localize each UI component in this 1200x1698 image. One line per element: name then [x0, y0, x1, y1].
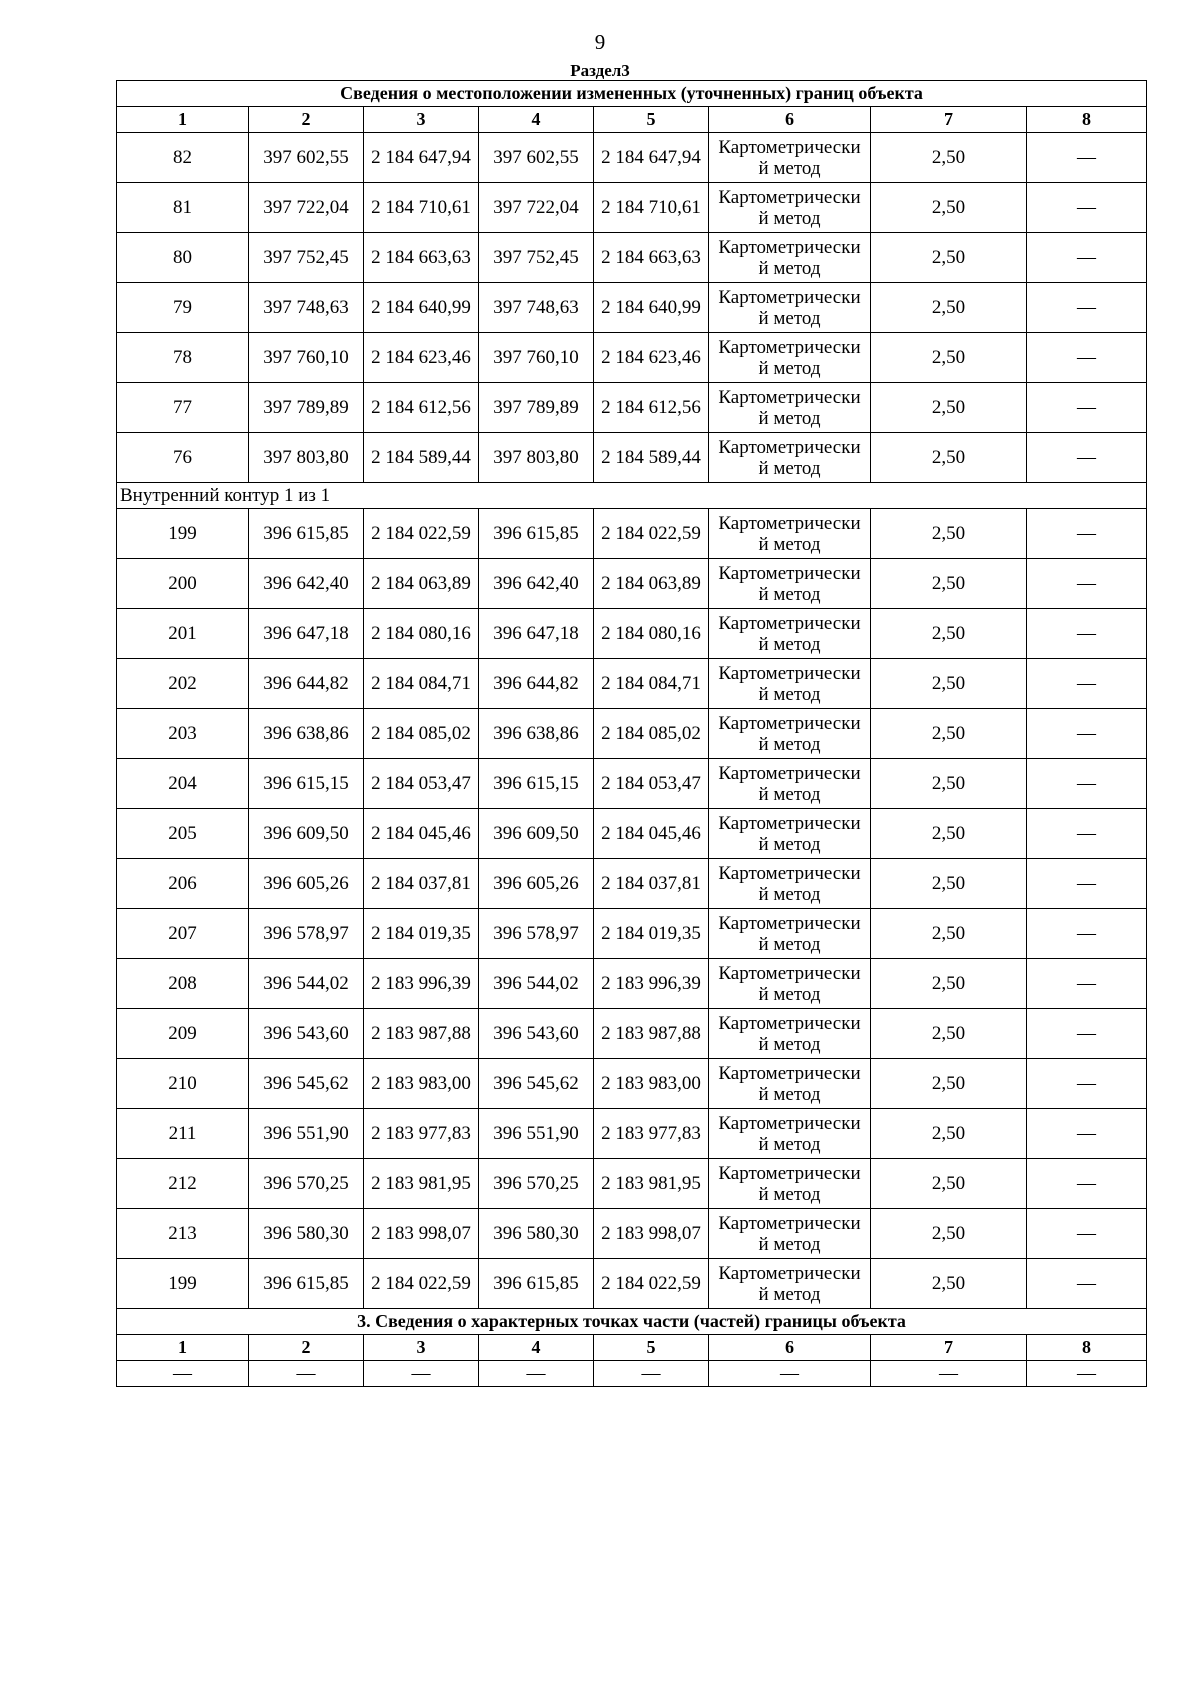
accuracy-cell: 2,50 [871, 233, 1027, 283]
method-cell [709, 333, 871, 383]
accuracy-cell: 2,50 [871, 333, 1027, 383]
point-number: 80 [117, 233, 249, 283]
column-header: 2 [249, 107, 364, 133]
coordinate-cell: 396 615,15 [479, 759, 594, 809]
point-number: 206 [117, 859, 249, 909]
accuracy-cell: 2,50 [871, 1159, 1027, 1209]
method-cell [709, 809, 871, 859]
method-cell [709, 1059, 871, 1109]
coordinate-cell: 396 615,85 [479, 1259, 594, 1309]
table-row [117, 1009, 1147, 1059]
coordinate-cell: 396 609,50 [479, 809, 594, 859]
empty-cell: — [1027, 509, 1147, 559]
method-text-line: Картометрически [718, 336, 861, 358]
coordinate-cell: 396 543,60 [249, 1009, 364, 1059]
coordinate-cell: 397 722,04 [249, 183, 364, 233]
column-header: 3 [364, 107, 479, 133]
empty-cell: — [1027, 1361, 1147, 1387]
coordinate-cell: 2 184 623,46 [594, 333, 709, 383]
method-cell [709, 609, 871, 659]
coordinate-cell: 2 183 977,83 [594, 1109, 709, 1159]
coordinate-cell: 396 578,97 [249, 909, 364, 959]
method-text-line: й метод [758, 1283, 821, 1305]
method-cell [709, 1009, 871, 1059]
empty-cell: — [1027, 1059, 1147, 1109]
point-number: 213 [117, 1209, 249, 1259]
coordinate-cell: 397 803,80 [249, 433, 364, 483]
coordinate-cell: 396 570,25 [479, 1159, 594, 1209]
point-number: 82 [117, 133, 249, 183]
table-row [117, 909, 1147, 959]
empty-cell: — [871, 1361, 1027, 1387]
method-text-line: Картометрически [718, 662, 861, 684]
coordinate-cell: 2 183 981,95 [364, 1159, 479, 1209]
coordinate-cell: 2 183 998,07 [364, 1209, 479, 1259]
method-text-line: й метод [758, 883, 821, 905]
coordinate-cell: 2 183 977,83 [364, 1109, 479, 1159]
column-header: 5 [594, 1335, 709, 1361]
empty-cell: — [249, 1361, 364, 1387]
coordinate-cell: 396 647,18 [249, 609, 364, 659]
coordinate-cell: 2 184 589,44 [594, 433, 709, 483]
page-number: 9 [594, 30, 606, 54]
empty-cell: — [1027, 333, 1147, 383]
table-row [117, 859, 1147, 909]
coordinate-cell: 396 543,60 [479, 1009, 594, 1059]
table-row [117, 283, 1147, 333]
method-text-line: й метод [758, 157, 821, 179]
empty-cell: — [1027, 659, 1147, 709]
method-text-line: Картометрически [718, 812, 861, 834]
method-text-line: Картометрически [718, 962, 861, 984]
point-number: 202 [117, 659, 249, 709]
empty-cell: — [1027, 1259, 1147, 1309]
method-cell [709, 959, 871, 1009]
coordinate-cell: 397 760,10 [249, 333, 364, 383]
coordinate-cell: 2 184 647,94 [594, 133, 709, 183]
method-text-line: й метод [758, 457, 821, 479]
method-text-line: Картометрически [718, 912, 861, 934]
empty-cell: — [1027, 559, 1147, 609]
point-number: 207 [117, 909, 249, 959]
table-row [117, 233, 1147, 283]
point-number: 210 [117, 1059, 249, 1109]
section-2-title-row [117, 1309, 1147, 1335]
method-text-line: Картометрически [718, 1112, 861, 1134]
table-row [117, 759, 1147, 809]
coordinate-cell: 396 644,82 [479, 659, 594, 709]
coordinate-cell: 2 184 640,99 [594, 283, 709, 333]
section-2-title: 3. Сведения о характерных точках части (частей) границы объекта [117, 1309, 1147, 1335]
coordinate-cell: 396 551,90 [249, 1109, 364, 1159]
coordinate-cell: 396 578,97 [479, 909, 594, 959]
method-cell [709, 509, 871, 559]
method-cell [709, 659, 871, 709]
method-text-line: Картометрически [718, 286, 861, 308]
point-number: 78 [117, 333, 249, 383]
empty-cell: — [1027, 859, 1147, 909]
point-number: 76 [117, 433, 249, 483]
table-row [117, 509, 1147, 559]
method-text-line: й метод [758, 933, 821, 955]
column-header: 3 [364, 1335, 479, 1361]
coordinate-cell: 396 638,86 [249, 709, 364, 759]
coordinate-cell: 2 183 987,88 [364, 1009, 479, 1059]
method-text-line: й метод [758, 633, 821, 655]
empty-cell: — [1027, 709, 1147, 759]
method-cell [709, 183, 871, 233]
method-text-line: й метод [758, 983, 821, 1005]
column-header: 4 [479, 1335, 594, 1361]
coordinate-cell: 2 184 037,81 [364, 859, 479, 909]
table-row [117, 1259, 1147, 1309]
method-text-line: й метод [758, 1183, 821, 1205]
coordinate-cell: 2 184 612,56 [364, 383, 479, 433]
accuracy-cell: 2,50 [871, 909, 1027, 959]
coordinate-cell: 2 184 019,35 [364, 909, 479, 959]
table-body [117, 81, 1147, 1387]
method-cell [709, 1259, 871, 1309]
point-number: 212 [117, 1159, 249, 1209]
method-text-line: Картометрически [718, 236, 861, 258]
accuracy-cell: 2,50 [871, 1259, 1027, 1309]
empty-cell: — [1027, 959, 1147, 1009]
method-cell [709, 383, 871, 433]
coordinate-cell: 2 184 053,47 [364, 759, 479, 809]
empty-cell: — [1027, 283, 1147, 333]
point-number: 199 [117, 509, 249, 559]
coordinate-cell: 397 722,04 [479, 183, 594, 233]
column-header: 1 [117, 107, 249, 133]
coordinate-cell: 2 184 045,46 [364, 809, 479, 859]
table-row [117, 133, 1147, 183]
coordinate-cell: 396 615,85 [249, 509, 364, 559]
point-number: 204 [117, 759, 249, 809]
table-row [117, 383, 1147, 433]
method-text-line: й метод [758, 1133, 821, 1155]
empty-cell: — [1027, 1009, 1147, 1059]
coordinate-cell: 396 570,25 [249, 1159, 364, 1209]
coordinate-cell: 2 184 612,56 [594, 383, 709, 433]
method-cell [709, 859, 871, 909]
column-header: 7 [871, 1335, 1027, 1361]
coordinate-cell: 2 184 640,99 [364, 283, 479, 333]
method-text-line: Картометрически [718, 762, 861, 784]
method-cell [709, 709, 871, 759]
accuracy-cell: 2,50 [871, 659, 1027, 709]
accuracy-cell: 2,50 [871, 859, 1027, 909]
coordinate-cell: 2 184 710,61 [594, 183, 709, 233]
column-header-row [117, 1335, 1147, 1361]
coordinate-cell: 2 184 084,71 [594, 659, 709, 709]
coordinate-cell: 396 615,15 [249, 759, 364, 809]
method-cell [709, 433, 871, 483]
method-text-line: й метод [758, 733, 821, 755]
table-row [117, 959, 1147, 1009]
table-row [117, 559, 1147, 609]
accuracy-cell: 2,50 [871, 509, 1027, 559]
coordinate-cell: 2 184 623,46 [364, 333, 479, 383]
coordinate-cell: 2 183 998,07 [594, 1209, 709, 1259]
accuracy-cell: 2,50 [871, 433, 1027, 483]
method-text-line: й метод [758, 407, 821, 429]
table-row [117, 1209, 1147, 1259]
coordinate-cell: 396 615,85 [249, 1259, 364, 1309]
method-text-line: й метод [758, 583, 821, 605]
table-row [117, 183, 1147, 233]
accuracy-cell: 2,50 [871, 559, 1027, 609]
method-text-line: Картометрически [718, 712, 861, 734]
coordinate-cell: 2 183 983,00 [594, 1059, 709, 1109]
empty-cell: — [1027, 433, 1147, 483]
method-text-line: Картометрически [718, 562, 861, 584]
coordinate-cell: 2 183 983,00 [364, 1059, 479, 1109]
coordinate-cell: 2 184 022,59 [594, 509, 709, 559]
empty-cell: — [1027, 759, 1147, 809]
coordinate-cell: 396 615,85 [479, 509, 594, 559]
method-text-line: Картометрически [718, 386, 861, 408]
column-header: 4 [479, 107, 594, 133]
method-cell [709, 133, 871, 183]
column-header: 8 [1027, 1335, 1147, 1361]
empty-cell: — [1027, 809, 1147, 859]
point-number: 205 [117, 809, 249, 859]
method-cell [709, 1159, 871, 1209]
coordinate-cell: 397 752,45 [249, 233, 364, 283]
accuracy-cell: 2,50 [871, 959, 1027, 1009]
coordinate-cell: 2 184 022,59 [594, 1259, 709, 1309]
coordinate-cell: 2 184 045,46 [594, 809, 709, 859]
method-cell [709, 909, 871, 959]
empty-cell: — [479, 1361, 594, 1387]
coordinate-cell: 2 184 022,59 [364, 1259, 479, 1309]
coordinate-cell: 396 605,26 [249, 859, 364, 909]
point-number: 201 [117, 609, 249, 659]
column-header: 1 [117, 1335, 249, 1361]
accuracy-cell: 2,50 [871, 1109, 1027, 1159]
empty-cell: — [594, 1361, 709, 1387]
method-cell [709, 283, 871, 333]
accuracy-cell: 2,50 [871, 1059, 1027, 1109]
coordinate-cell: 396 544,02 [249, 959, 364, 1009]
coordinate-cell: 2 184 085,02 [364, 709, 479, 759]
table-title: Сведения о местоположении измененных (уточненных) границ объекта [117, 81, 1147, 107]
method-text-line: Картометрически [718, 1062, 861, 1084]
coordinate-cell: 396 644,82 [249, 659, 364, 709]
coordinate-cell: 2 183 996,39 [364, 959, 479, 1009]
empty-cell: — [117, 1361, 249, 1387]
accuracy-cell: 2,50 [871, 183, 1027, 233]
method-cell [709, 1209, 871, 1259]
table-title-row [117, 81, 1147, 107]
coordinate-cell: 2 184 037,81 [594, 859, 709, 909]
coordinate-cell: 2 183 981,95 [594, 1159, 709, 1209]
point-number: 200 [117, 559, 249, 609]
coordinate-cell: 397 602,55 [249, 133, 364, 183]
coordinate-cell: 397 602,55 [479, 133, 594, 183]
empty-cell: — [1027, 183, 1147, 233]
coordinate-cell: 2 184 080,16 [594, 609, 709, 659]
method-cell [709, 759, 871, 809]
accuracy-cell: 2,50 [871, 709, 1027, 759]
method-text-line: й метод [758, 1033, 821, 1055]
coordinate-cell: 396 545,62 [249, 1059, 364, 1109]
coordinate-cell: 397 748,63 [249, 283, 364, 333]
method-text-line: й метод [758, 1233, 821, 1255]
coordinate-cell: 397 803,80 [479, 433, 594, 483]
coordinate-cell: 2 184 663,63 [594, 233, 709, 283]
coordinate-cell: 2 184 019,35 [594, 909, 709, 959]
coordinate-cell: 397 789,89 [479, 383, 594, 433]
method-text-line: й метод [758, 683, 821, 705]
column-header: 8 [1027, 107, 1147, 133]
method-text-line: Картометрически [718, 436, 861, 458]
point-number: 211 [117, 1109, 249, 1159]
coordinate-cell: 396 551,90 [479, 1109, 594, 1159]
coordinate-cell: 2 184 589,44 [364, 433, 479, 483]
coordinate-cell: 2 184 080,16 [364, 609, 479, 659]
contour-label: Внутренний контур 1 из 1 [117, 483, 1147, 509]
empty-data-row [117, 1361, 1147, 1387]
coordinate-cell: 2 184 053,47 [594, 759, 709, 809]
coordinate-cell: 396 544,02 [479, 959, 594, 1009]
coordinate-cell: 397 752,45 [479, 233, 594, 283]
method-cell [709, 559, 871, 609]
empty-cell: — [364, 1361, 479, 1387]
empty-cell: — [1027, 1109, 1147, 1159]
table-row [117, 333, 1147, 383]
method-text-line: Картометрически [718, 186, 861, 208]
column-header: 7 [871, 107, 1027, 133]
column-header: 6 [709, 107, 871, 133]
coordinate-cell: 396 638,86 [479, 709, 594, 759]
coordinate-cell: 396 580,30 [479, 1209, 594, 1259]
table-row [117, 1109, 1147, 1159]
point-number: 209 [117, 1009, 249, 1059]
accuracy-cell: 2,50 [871, 133, 1027, 183]
point-number: 81 [117, 183, 249, 233]
column-header-row [117, 107, 1147, 133]
coordinate-cell: 396 545,62 [479, 1059, 594, 1109]
column-header: 2 [249, 1335, 364, 1361]
table-row [117, 659, 1147, 709]
method-text-line: Картометрически [718, 1012, 861, 1034]
accuracy-cell: 2,50 [871, 1209, 1027, 1259]
point-number: 77 [117, 383, 249, 433]
table-row [117, 433, 1147, 483]
coordinate-cell: 396 642,40 [249, 559, 364, 609]
method-text-line: Картометрически [718, 612, 861, 634]
method-text-line: Картометрически [718, 1262, 861, 1284]
accuracy-cell: 2,50 [871, 609, 1027, 659]
accuracy-cell: 2,50 [871, 383, 1027, 433]
table-row [117, 1159, 1147, 1209]
method-text-line: й метод [758, 357, 821, 379]
method-text-line: й метод [758, 1083, 821, 1105]
method-text-line: й метод [758, 207, 821, 229]
accuracy-cell: 2,50 [871, 759, 1027, 809]
table-row [117, 709, 1147, 759]
coordinate-cell: 2 184 710,61 [364, 183, 479, 233]
method-text-line: й метод [758, 833, 821, 855]
method-text-line: Картометрически [718, 512, 861, 534]
coordinate-cell: 2 183 987,88 [594, 1009, 709, 1059]
accuracy-cell: 2,50 [871, 809, 1027, 859]
coordinate-cell: 396 642,40 [479, 559, 594, 609]
point-number: 203 [117, 709, 249, 759]
contour-label-row [117, 483, 1147, 509]
accuracy-cell: 2,50 [871, 1009, 1027, 1059]
empty-cell: — [1027, 609, 1147, 659]
point-number: 208 [117, 959, 249, 1009]
coordinate-cell: 2 183 996,39 [594, 959, 709, 1009]
coordinate-cell: 2 184 063,89 [594, 559, 709, 609]
empty-cell: — [1027, 133, 1147, 183]
empty-cell: — [709, 1361, 871, 1387]
method-text-line: й метод [758, 307, 821, 329]
empty-cell: — [1027, 1159, 1147, 1209]
method-cell [709, 233, 871, 283]
method-text-line: Картометрически [718, 862, 861, 884]
method-text-line: й метод [758, 257, 821, 279]
section-label: Раздел3 [570, 61, 630, 80]
empty-cell: — [1027, 383, 1147, 433]
column-header: 5 [594, 107, 709, 133]
coordinate-cell: 396 647,18 [479, 609, 594, 659]
coordinate-cell: 2 184 063,89 [364, 559, 479, 609]
column-header: 6 [709, 1335, 871, 1361]
coordinate-cell: 2 184 022,59 [364, 509, 479, 559]
table-row [117, 809, 1147, 859]
method-text-line: Картометрически [718, 1212, 861, 1234]
method-cell [709, 1109, 871, 1159]
coordinate-cell: 397 789,89 [249, 383, 364, 433]
coordinate-cell: 2 184 085,02 [594, 709, 709, 759]
method-text-line: й метод [758, 783, 821, 805]
coordinate-cell: 2 184 663,63 [364, 233, 479, 283]
boundary-points-table [116, 80, 1147, 1387]
coordinate-cell: 2 184 084,71 [364, 659, 479, 709]
coordinate-cell: 397 760,10 [479, 333, 594, 383]
empty-cell: — [1027, 1209, 1147, 1259]
method-text-line: й метод [758, 533, 821, 555]
coordinate-cell: 2 184 647,94 [364, 133, 479, 183]
accuracy-cell: 2,50 [871, 283, 1027, 333]
coordinate-cell: 396 605,26 [479, 859, 594, 909]
coordinate-cell: 397 748,63 [479, 283, 594, 333]
point-number: 199 [117, 1259, 249, 1309]
table-row [117, 1059, 1147, 1109]
empty-cell: — [1027, 233, 1147, 283]
method-text-line: Картометрически [718, 1162, 861, 1184]
coordinate-cell: 396 580,30 [249, 1209, 364, 1259]
method-text-line: Картометрически [718, 136, 861, 158]
empty-cell: — [1027, 909, 1147, 959]
coordinate-cell: 396 609,50 [249, 809, 364, 859]
table-row [117, 609, 1147, 659]
point-number: 79 [117, 283, 249, 333]
